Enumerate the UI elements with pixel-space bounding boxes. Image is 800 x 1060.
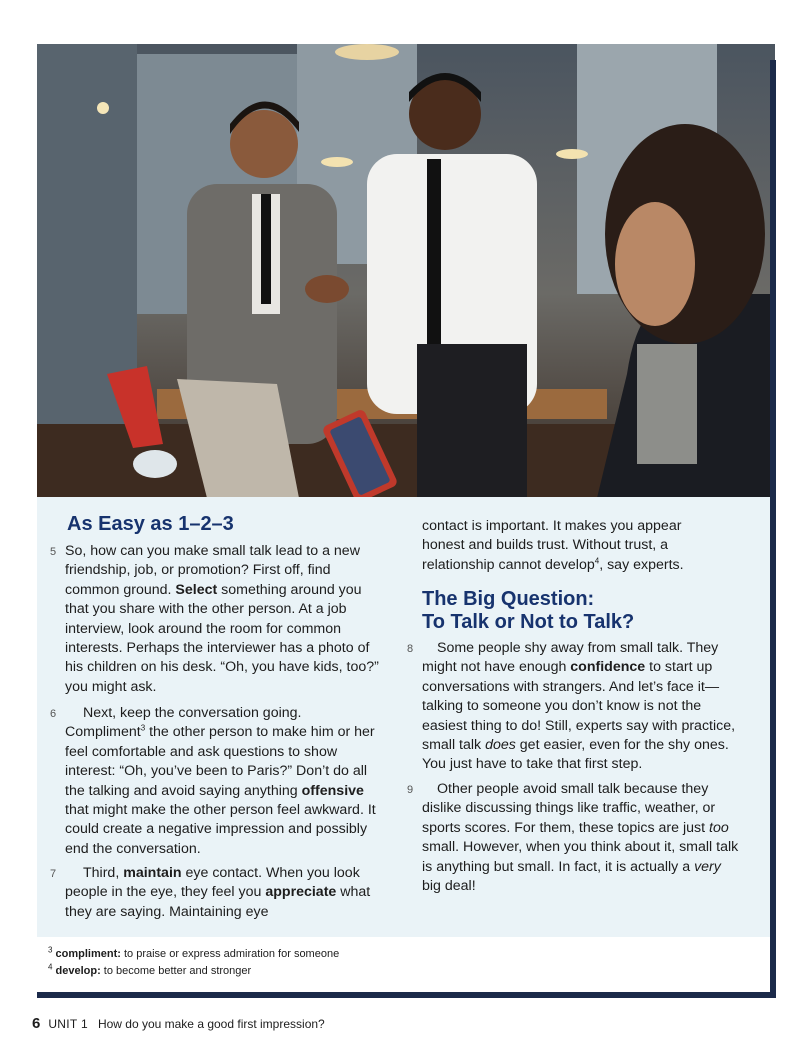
paragraph-7-continued <box>422 517 722 575</box>
vocab-word: confidence <box>570 659 646 676</box>
footnote-ref: 3 <box>140 723 146 733</box>
text: , say experts. <box>599 556 684 573</box>
section-heading-big-question <box>422 588 634 634</box>
unit-question: How do you make a good first impression? <box>97 1017 325 1031</box>
paragraph-6 <box>50 704 383 859</box>
emphasis: does <box>485 737 516 754</box>
text: Third, <box>83 865 124 881</box>
paragraph-number: 9 <box>407 784 414 796</box>
footnote-ref: 4 <box>594 556 600 566</box>
footnote-3 <box>48 947 339 962</box>
footnote-definition: to become better and stronger <box>100 965 252 977</box>
paragraph-number: 7 <box>50 868 57 880</box>
paragraph-9 <box>407 780 740 896</box>
panel-border-bottom <box>37 992 776 998</box>
footnote-number: 4 <box>48 962 53 972</box>
text: get easier, even for the shy ones. You just have to take that first step. <box>422 737 729 773</box>
heading-line-1: The Big Question: <box>422 588 595 610</box>
text: eye contact. When you look people in the eye, they feel you <box>65 865 360 901</box>
vocab-word: appreciate <box>265 884 337 901</box>
emphasis: very <box>694 858 721 875</box>
text: contact is important. It makes you appear honest and builds trust. Without trust, a relationship cannot develop <box>422 518 682 573</box>
paragraph-number: 5 <box>50 546 57 558</box>
text: small. However, when you think about it, small talk is anything but small. In fact, it is actually a <box>422 839 739 875</box>
footnote-definition: to praise or express admiration for someone <box>120 948 340 960</box>
paragraph-8 <box>407 639 740 775</box>
unit-label: UNIT 1 <box>48 1017 88 1031</box>
text: the other person to make him or her feel comfortable and ask questions to show interest: “Oh, you’ve been to Paris?” Don’t do all the talking and avoid saying anything <box>65 724 375 799</box>
footnote-term: compliment: <box>55 948 121 960</box>
text: big deal! <box>422 878 476 895</box>
paragraph-5 <box>50 542 383 697</box>
text: what they are saying. Maintaining eye <box>65 884 371 920</box>
article-panel <box>37 497 773 995</box>
text: something around you that you share with the other person. At a job interview, look around the room for common interests. Perhaps the interviewer has a photo of his children on his desk. “Oh, you have kids, too?” you might ask. <box>65 581 379 695</box>
paragraph-number: 6 <box>50 708 57 720</box>
paragraph-number: 8 <box>407 643 414 655</box>
handshake-photo <box>37 44 775 498</box>
panel-border-right <box>770 60 776 998</box>
text: to start up conversations with strangers. And let’s face it—talking to someone you don’t know is not the easiest thing to do! Still, experts say with practice, small talk <box>422 659 736 754</box>
vocab-word: maintain <box>123 865 182 881</box>
paragraph-7 <box>50 864 383 922</box>
footnote-4 <box>48 964 251 979</box>
text: Some people shy away from small talk. They might not have enough <box>422 640 719 676</box>
footnote-number: 3 <box>48 945 53 955</box>
page-footer <box>32 1015 325 1032</box>
vocab-word: offensive <box>301 782 364 799</box>
text: Next, keep the conversation going. Compliment <box>65 705 302 741</box>
heading-line-2: To Talk or Not to Talk? <box>422 611 635 633</box>
photo-illustration <box>37 44 775 498</box>
footnote-term: develop: <box>55 965 101 977</box>
section-heading-easy: As Easy as 1–2–3 <box>67 513 234 535</box>
text: Other people avoid small talk because they dislike discussing things like traffic, weather, or sports scores. For them, these topics are just <box>422 781 716 836</box>
vocab-word: Select <box>175 581 218 598</box>
page-number: 6 <box>32 1015 41 1032</box>
text: that might make the other person feel awkward. It could create a negative impression and possibly end the conversation. <box>65 802 376 857</box>
emphasis: too <box>709 819 729 836</box>
text: So, how can you make small talk lead to a new friendship, job, or promotion? First off, find common ground. <box>65 543 360 598</box>
